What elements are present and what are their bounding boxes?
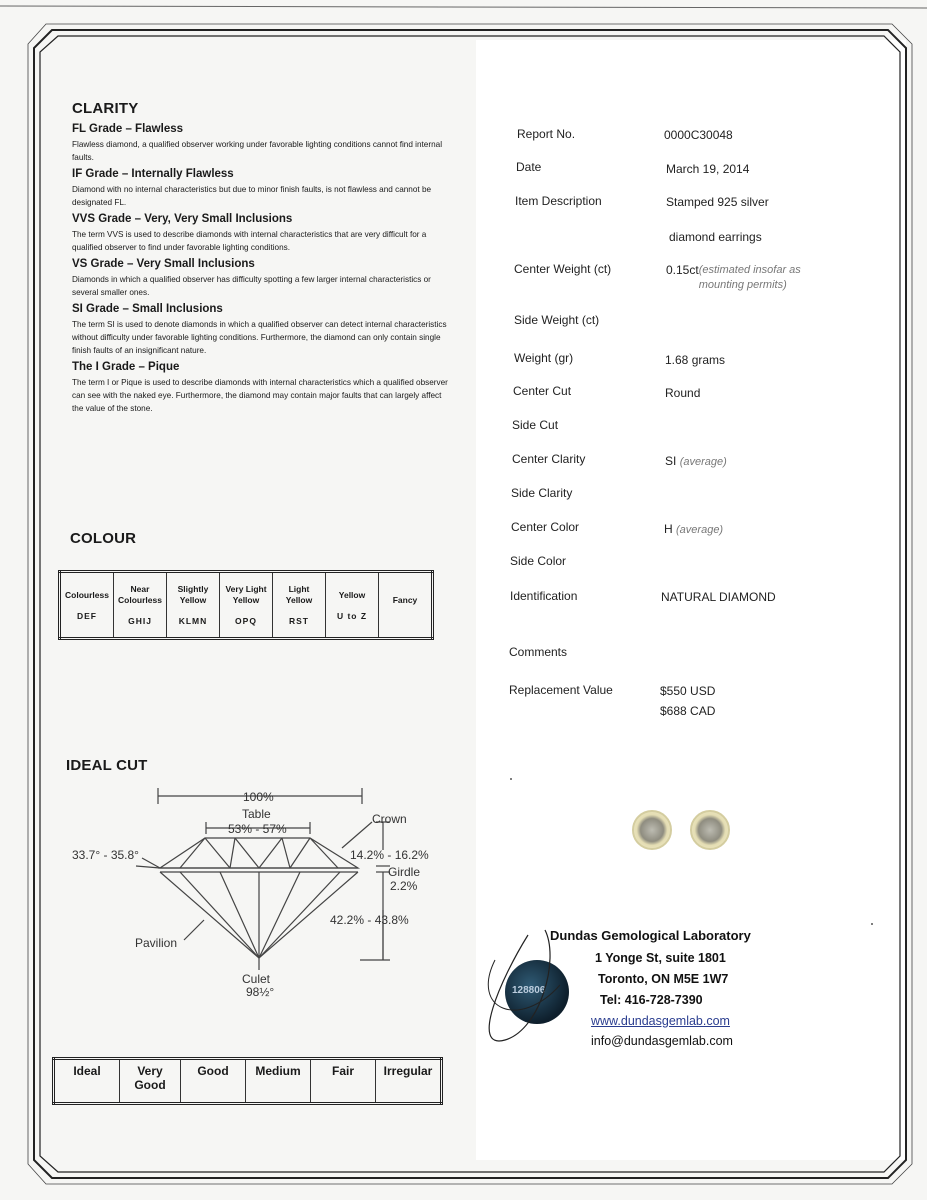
- colour-cell-name: Light Yellow: [285, 584, 313, 605]
- side-cut-label: Side Cut: [512, 418, 559, 432]
- center-clarity-grade: SI: [665, 454, 677, 468]
- lab-address: 1 Yonge St, suite 1801: [595, 951, 726, 965]
- colour-cell-grades: KLMN: [178, 616, 208, 626]
- center-weight-label: Center Weight (ct): [514, 262, 612, 276]
- side-weight-label: Side Weight (ct): [514, 313, 600, 327]
- cut-grade-cell: Fair: [311, 1059, 376, 1104]
- item-description-label: Item Description: [515, 194, 602, 208]
- center-color-note: (average): [676, 524, 724, 536]
- grade-title: SI Grade – Small Inclusions: [72, 303, 223, 315]
- colour-cell: [273, 572, 326, 639]
- culet-pct-label: 98½°: [246, 985, 275, 999]
- center-weight-number: 0.15ct: [666, 263, 699, 277]
- colour-cell-grades: U to Z: [336, 610, 368, 621]
- colour-title: COLOUR: [70, 530, 137, 547]
- speck: [510, 778, 512, 780]
- girdle-label: Girdle: [388, 865, 421, 879]
- center-color-label: Center Color: [511, 520, 580, 534]
- colour-cell-name: Yellow: [338, 589, 366, 600]
- cut-grade-cell: Medium: [246, 1059, 311, 1104]
- grade-title: VS Grade – Very Small Inclusions: [72, 258, 255, 270]
- grade-description: Diamonds in which a qualified observer has difficulty spotting a few larger internal characteristics or several smaller ones.: [72, 275, 431, 297]
- clarity-grade-i: [72, 361, 452, 415]
- colour-cell-grades: RST: [289, 616, 309, 626]
- earring-image: [690, 810, 730, 850]
- date-label: Date: [516, 160, 542, 174]
- grade-description: Flawless diamond, a qualified observer working under favorable lighting conditions cannot find internal faults.: [72, 140, 443, 162]
- report-no-label: Report No.: [517, 127, 576, 141]
- clarity-title: CLARITY: [72, 100, 139, 117]
- clarity-grade-vvs: [72, 213, 452, 254]
- colour-cell: [60, 572, 114, 639]
- grade-description: Diamond with no internal characteristics but due to minor finish faults, is not flawless and cannot be designated FL.: [72, 185, 432, 207]
- clarity-grade-si: [72, 303, 452, 357]
- colour-cell-name: Near Colourless: [118, 584, 162, 605]
- colour-cell-name: Slightly Yellow: [177, 584, 209, 605]
- center-clarity-note: (average): [679, 456, 727, 468]
- crown-label: Crown: [372, 812, 407, 826]
- speck: [871, 923, 873, 925]
- lab-email[interactable]: info@dundasgemlab.com: [591, 1034, 733, 1048]
- item-description-value: Stamped 925 silver: [666, 195, 769, 209]
- clarity-grade-fl: [72, 123, 452, 164]
- colour-cell-grades: DEF: [77, 610, 97, 621]
- colour-cell-grades: OPQ: [235, 616, 257, 626]
- center-cut-value: Round: [665, 386, 701, 400]
- seal-number: 128806: [512, 985, 546, 996]
- total-width-label: 100%: [243, 790, 274, 804]
- clarity-section: [72, 100, 452, 419]
- pavilion-depth-label: 42.2% - 43.8%: [330, 913, 409, 927]
- colour-cell: [379, 572, 433, 639]
- side-clarity-label: Side Clarity: [511, 486, 573, 500]
- center-cut-label: Center Cut: [513, 384, 572, 398]
- center-color-grade: H: [664, 522, 673, 536]
- crown-height-label: 14.2% - 16.2%: [350, 848, 429, 862]
- girdle-pct-label: 2.2%: [390, 879, 418, 893]
- replacement-value-cad: $688 CAD: [660, 704, 716, 718]
- center-weight-note: (estimated insofar as mounting permits): [698, 264, 801, 291]
- cut-grade-cell: Ideal: [54, 1059, 120, 1104]
- lab-name: Dundas Gemological Laboratory: [550, 928, 751, 943]
- ideal-cut-title: IDEAL CUT: [66, 757, 148, 774]
- cut-grade-cell: Irregular: [376, 1059, 442, 1104]
- lab-phone: Tel: 416-728-7390: [600, 993, 703, 1007]
- date-value: March 19, 2014: [666, 162, 750, 176]
- colour-cell: [220, 572, 273, 639]
- crown-angle-label: 33.7° - 35.8°: [72, 848, 139, 862]
- culet-label: Culet: [242, 972, 271, 986]
- grade-title: The I Grade – Pique: [72, 361, 180, 373]
- earring-image: [632, 810, 672, 850]
- center-clarity-label: Center Clarity: [512, 452, 586, 466]
- grade-description: The term I or Pique is used to describe diamonds with internal characteristics which a qualified observer can see with the naked eye. Furthermore, the diamond may contain major faults that can largely affect the value of the stone.: [72, 378, 448, 413]
- colour-scale-table: [58, 570, 434, 640]
- item-description-value-2: diamond earrings: [669, 230, 762, 244]
- identification-label: Identification: [510, 589, 578, 603]
- grade-description: The term VVS is used to describe diamonds with internal characteristics that are very difficult for a qualified observer to find under favorable lighting conditions.: [72, 230, 427, 252]
- colour-cell: [167, 572, 220, 639]
- side-color-label: Side Color: [510, 554, 567, 568]
- comments-label: Comments: [509, 645, 568, 659]
- cut-grade-table: [52, 1057, 443, 1105]
- clarity-grade-if: [72, 168, 452, 209]
- colour-cell-name: Colourless: [65, 589, 109, 600]
- replacement-value-usd: $550 USD: [660, 684, 716, 698]
- cut-grade-cell: Good: [181, 1059, 246, 1104]
- grade-description: The term SI is used to denote diamonds in which a qualified observer can detect internal characteristics without difficulty under favorable lighting conditions. Furthermore, the diamond can only contain single finish faults of an insignificant nature.: [72, 320, 447, 355]
- clarity-grade-vs: [72, 258, 452, 299]
- center-color-value: [664, 522, 723, 536]
- weight-gr-value: 1.68 grams: [665, 353, 726, 367]
- lab-city: Toronto, ON M5E 1W7: [598, 972, 729, 986]
- identification-value: NATURAL DIAMOND: [661, 590, 776, 604]
- colour-cell: [114, 572, 167, 639]
- colour-cell: [326, 572, 379, 639]
- colour-cell-name: Very Light Yellow: [225, 584, 267, 605]
- grade-title: FL Grade – Flawless: [72, 123, 184, 135]
- center-clarity-value: [665, 454, 727, 468]
- grade-title: IF Grade – Internally Flawless: [72, 168, 234, 180]
- lab-website-link[interactable]: www.dundasgemlab.com: [591, 1014, 730, 1028]
- table-label: Table: [242, 807, 271, 821]
- grade-title: VVS Grade – Very, Very Small Inclusions: [72, 213, 293, 225]
- weight-gr-label: Weight (gr): [514, 351, 574, 365]
- colour-cell-grades: GHIJ: [128, 616, 152, 626]
- table-range-label: 53% - 57%: [228, 822, 287, 836]
- pavilion-label: Pavilion: [135, 936, 178, 950]
- colour-cell-name: Fancy: [392, 594, 418, 605]
- center-weight-value: [666, 263, 849, 293]
- cut-grade-cell: Very Good: [120, 1059, 181, 1104]
- replacement-value-label: Replacement Value: [509, 683, 613, 697]
- report-no-value: 0000C30048: [664, 128, 733, 142]
